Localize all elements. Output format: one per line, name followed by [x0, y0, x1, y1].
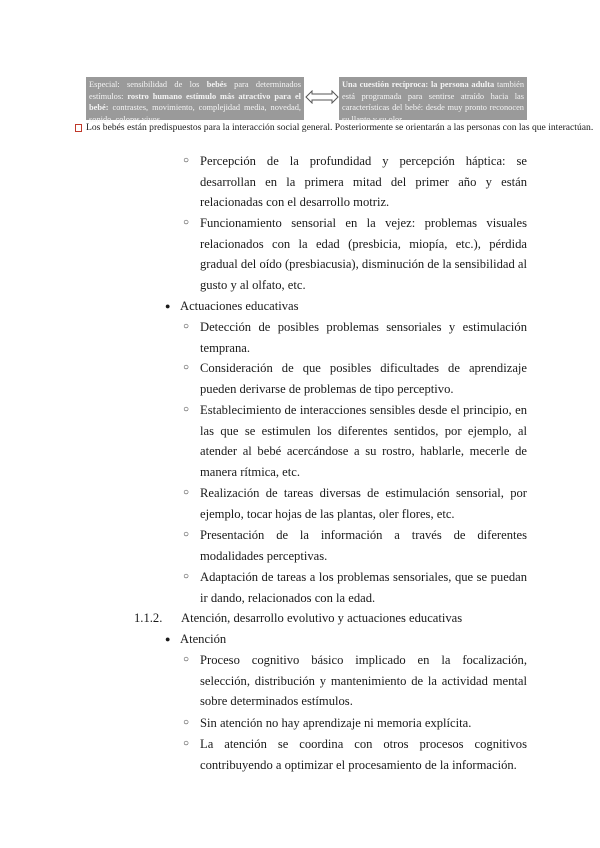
circle-bullet-icon: ○ — [183, 738, 190, 749]
left-box-bold-1: bebés — [206, 80, 227, 89]
left-box-text-1: Especial: sensibilidad de los — [89, 80, 200, 89]
list-item — [183, 713, 527, 734]
filled-bullet-icon: ● — [165, 634, 171, 644]
circle-bullet-icon: ○ — [183, 487, 190, 498]
left-box-text-2: para determinados estímulos: — [89, 80, 301, 101]
list-item-text: Percepción de la profundidad y percepción háptica: se desarrollan en la primera mitad del primer año y están relacionadas con el desarrollo motriz. — [200, 154, 527, 209]
circle-bullet-icon: ○ — [183, 155, 190, 166]
right-box-text-1: también está programada para sentirse atraído hacia las características del bebé: desde muy pronto reconocen su llanto y su olor. — [342, 80, 525, 124]
list-item — [183, 567, 527, 608]
list-item — [183, 400, 527, 482]
list-item-text: Presentación de la información a través de diferentes modalidades perceptivas. — [200, 528, 527, 563]
figure-caption — [75, 122, 594, 134]
filled-bullet-icon: ● — [165, 301, 171, 311]
left-box-text-3: contrastes, movimiento, complejidad media, novedad, sonido, colores vivos. — [89, 103, 302, 124]
figure-right-box — [339, 77, 527, 124]
list-item — [183, 525, 527, 566]
list-item-text: Realización de tareas diversas de estimulación sensorial, por ejemplo, tocar hojas de las plantas, oler flores, etc. — [200, 486, 527, 521]
list-item-actuaciones — [165, 296, 299, 317]
list-item — [183, 358, 527, 399]
figure-left-box — [86, 77, 304, 124]
list-item — [183, 734, 527, 775]
figure-caption-text: Los bebés están predispuestos para la interacción social general. Posteriormente se orientarán a las personas con las que interactúan. — [86, 122, 594, 133]
section-heading — [134, 608, 462, 629]
list-item-text: Sin atención no hay aprendizaje ni memoria explícita. — [200, 716, 472, 730]
circle-bullet-icon: ○ — [183, 404, 190, 415]
list-item-text: Establecimiento de interacciones sensibles desde el principio, en las que se estimulen los diferentes sentidos, por ejemplo, al atender al bebé acercándose a su rostro, hablarle, mecerle de manera rítmica, etc. — [200, 403, 527, 479]
footnote-marker-icon — [75, 124, 82, 132]
list-item-text: Detección de posibles problemas sensoriales y estimulación temprana. — [200, 320, 527, 355]
double-arrow-icon — [305, 90, 339, 104]
list-item-text: Consideración de que posibles dificultades de aprendizaje pueden derivarse de problemas de tipo perceptivo. — [200, 361, 527, 396]
list-item-atencion — [165, 629, 227, 650]
circle-bullet-icon: ○ — [183, 654, 190, 665]
clipped-text-line — [86, 70, 526, 76]
circle-bullet-icon: ○ — [183, 217, 190, 228]
circle-bullet-icon: ○ — [183, 529, 190, 540]
list-item-text: Actuaciones educativas — [180, 299, 299, 313]
circle-bullet-icon: ○ — [183, 362, 190, 373]
section-title: Atención, desarrollo evolutivo y actuaciones educativas — [181, 611, 463, 625]
list-item-text: Funcionamiento sensorial en la vejez: problemas visuales relacionados con la edad (presbicia, miopía, etc.), pérdida gradual del oído (presbiacusia), disminución de la sensibilidad al gusto y al olfato, etc. — [200, 216, 528, 292]
list-item — [183, 650, 527, 712]
circle-bullet-icon: ○ — [183, 717, 190, 728]
list-item — [183, 151, 527, 213]
circle-bullet-icon: ○ — [183, 571, 190, 582]
section-number: 1.1.2. — [134, 611, 163, 625]
list-item-text: La atención se coordina con otros procesos cognitivos contribuyendo a optimizar el procesamiento de la información. — [200, 737, 527, 772]
left-box-bold-2: rostro humano estímulo más atractivo para el bebé: — [89, 91, 301, 112]
right-box-bold-1: Una cuestión recíproca: la persona adulta — [342, 80, 495, 89]
list-item — [183, 317, 527, 358]
list-item-text: Adaptación de tareas a los problemas sensoriales, que se puedan ir dando, relacionados con la edad. — [200, 570, 527, 605]
list-item-text: Proceso cognitivo básico implicado en la focalización, selección, distribución y mantenimiento de la actividad mental sobre determinados estímulos. — [200, 653, 527, 708]
list-item-text: Atención — [180, 632, 227, 646]
list-item — [183, 483, 527, 524]
circle-bullet-icon: ○ — [183, 321, 190, 332]
list-item — [183, 213, 528, 295]
